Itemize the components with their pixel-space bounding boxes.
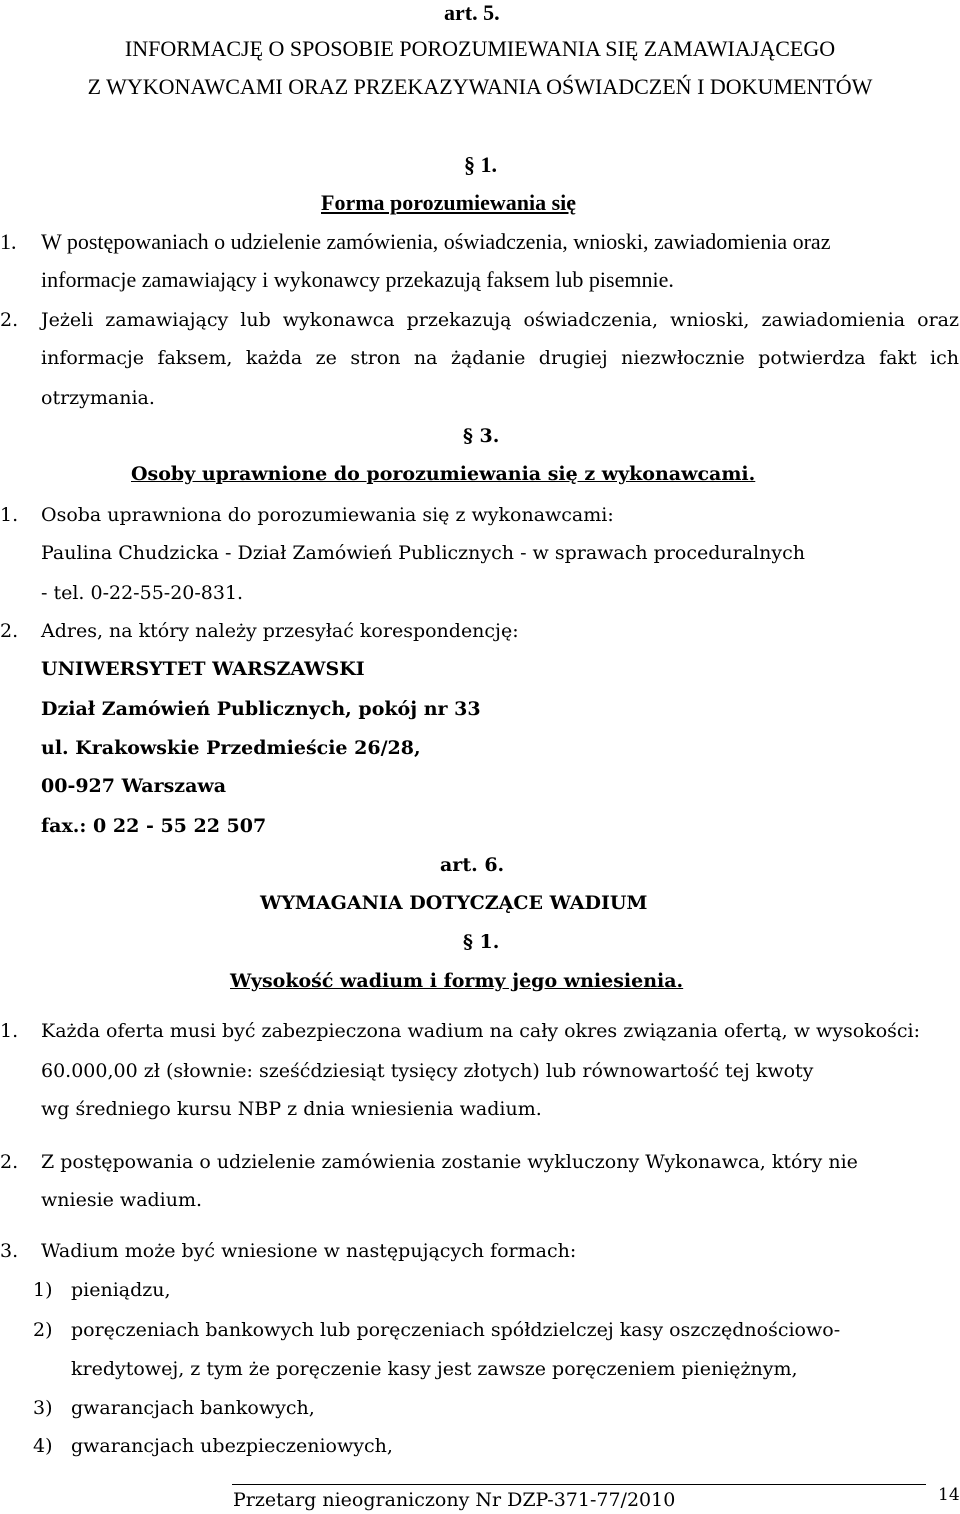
paragraph-number: 1.: [0, 504, 19, 526]
section-title: Wysokość wadium i formy jego wniesienia.: [230, 970, 684, 992]
address-line: ul. Krakowskie Przedmieście 26/28,: [41, 737, 421, 759]
fax-line: fax.: 0 22 - 55 22 507: [41, 815, 267, 837]
paragraph-number: 1.: [0, 229, 17, 254]
paragraph-text: informacje faksem, każda ze stron na żądanie drugiej niezwłocznie potwierdza fakt ich: [41, 347, 959, 369]
article-title: WYMAGANIA DOTYCZĄCE WADIUM: [260, 892, 648, 914]
page-number: 14: [938, 1485, 960, 1505]
list-item-number: 4): [33, 1435, 53, 1457]
paragraph-text: W postępowaniach o udzielenie zamówienia, oświadczenia, wnioski, zawiadomienia oraz: [41, 229, 831, 254]
article-title-line-2: Z WYKONAWCAMI ORAZ PRZEKAZYWANIA OŚWIADCZEŃ I DOKUMENTÓW: [87, 74, 873, 99]
footer-text: Przetarg nieograniczony Nr DZP-371-77/2010: [233, 1489, 676, 1511]
paragraph-text: wg średniego kursu NBP z dnia wniesienia wadium.: [41, 1098, 542, 1120]
address-line: 00-927 Warszawa: [41, 775, 227, 797]
paragraph-text: otrzymania.: [41, 387, 155, 409]
paragraph-number: 1.: [0, 1020, 19, 1042]
footer-rule: [232, 1484, 926, 1485]
section-title: Osoby uprawnione do porozumiewania się z wykonawcami.: [131, 463, 756, 485]
paragraph-number: 3.: [0, 1240, 19, 1262]
article-heading: art. 5.: [444, 0, 500, 25]
paragraph-text: 60.000,00 zł (słownie: sześćdziesiąt tysięcy złotych) lub równowartość tej kwoty: [41, 1060, 814, 1082]
paragraph-number: 2.: [0, 1151, 19, 1173]
contact-phone: - tel. 0-22-55-20-831.: [41, 582, 244, 604]
paragraph-text: Każda oferta musi być zabezpieczona wadium na cały okres związania ofertą, w wysokości:: [41, 1020, 921, 1042]
section-number: § 1.: [464, 152, 497, 177]
address-line: UNIWERSYTET WARSZAWSKI: [41, 658, 365, 680]
section-number: § 1.: [463, 931, 500, 953]
list-item-number: 1): [33, 1279, 53, 1301]
paragraph-number: 2.: [0, 309, 19, 331]
paragraph-number: 2.: [0, 620, 19, 642]
contact-person: Paulina Chudzicka - Dział Zamówień Publicznych - w sprawach proceduralnych: [41, 542, 805, 564]
list-item: gwarancjach bankowych,: [71, 1397, 315, 1419]
paragraph-text: Z postępowania o udzielenie zamówienia zostanie wykluczony Wykonawca, który nie: [41, 1151, 858, 1173]
list-item: kredytowej, z tym że poręczenie kasy jest zawsze poręczeniem pieniężnym,: [71, 1358, 798, 1380]
list-item-number: 3): [33, 1397, 53, 1419]
paragraph-text: Osoba uprawniona do porozumiewania się z wykonawcami:: [41, 504, 614, 526]
paragraph-text: wniesie wadium.: [41, 1189, 203, 1211]
list-item: gwarancjach ubezpieczeniowych,: [71, 1435, 393, 1457]
article-heading: art. 6.: [440, 854, 505, 876]
paragraph-text: informacje zamawiający i wykonawcy przekazują faksem lub pisemnie.: [41, 267, 674, 292]
list-item-number: 2): [33, 1319, 53, 1341]
article-title-line-1: INFORMACJĘ O SPOSOBIE POROZUMIEWANIA SIĘ ZAMAWIAJĄCEGO: [124, 36, 836, 61]
paragraph-text: Jeżeli zamawiający lub wykonawca przekazują oświadczenia, wnioski, zawiadomienia oraz: [41, 309, 959, 331]
address-line: Dział Zamówień Publicznych, pokój nr 33: [41, 698, 481, 720]
list-item: pieniądzu,: [71, 1279, 171, 1301]
paragraph-text: Adres, na który należy przesyłać korespondencję:: [41, 620, 519, 642]
list-item: poręczeniach bankowych lub poręczeniach spółdzielczej kasy oszczędnościowo-: [71, 1319, 841, 1341]
section-number: § 3.: [463, 425, 500, 447]
paragraph-text: Wadium może być wniesione w następujących formach:: [41, 1240, 577, 1262]
section-title: Forma porozumiewania się: [321, 190, 577, 215]
